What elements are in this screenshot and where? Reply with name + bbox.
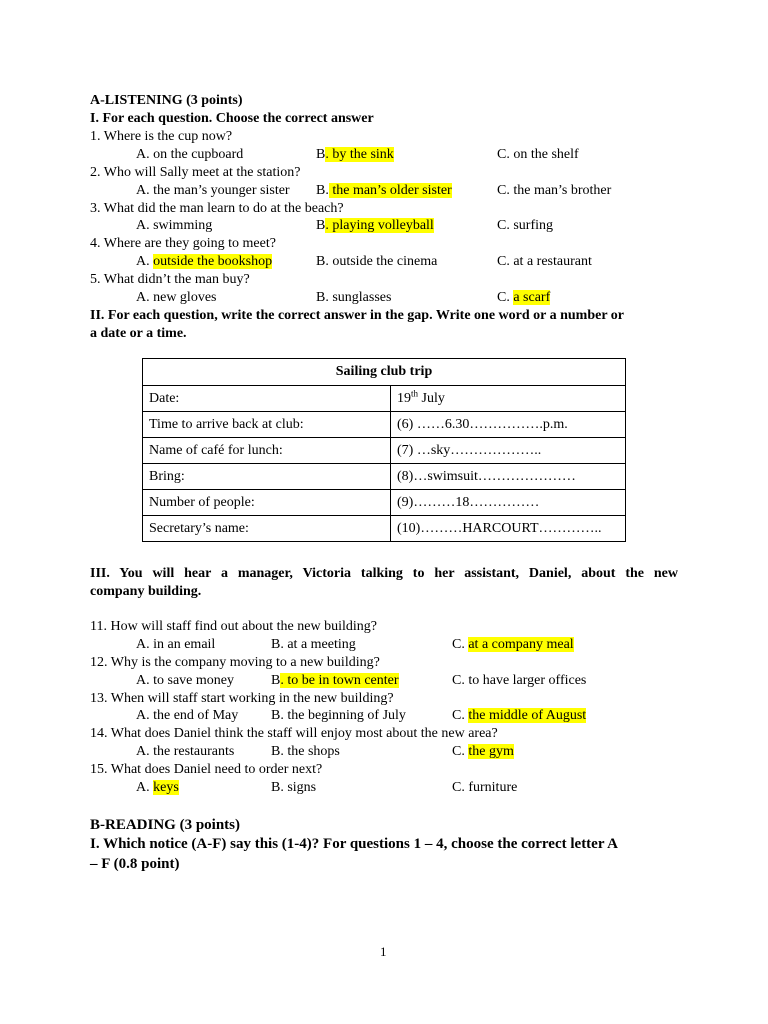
- q13-option-a: A. the end of May: [136, 708, 239, 723]
- q15-option-c: C. furniture: [452, 780, 518, 795]
- answer-highlight: . by the sink: [325, 147, 394, 162]
- q14-option-c: C. the gym: [452, 744, 514, 759]
- part1-title: I. For each question. Choose the correct answer: [90, 111, 374, 126]
- question-5: 5. What didn’t the man buy?: [90, 272, 250, 287]
- answer-highlight: outside the bookshop: [153, 254, 273, 269]
- q2-option-a: A. the man’s younger sister: [136, 183, 290, 198]
- row-label: Bring:: [143, 464, 391, 490]
- question-1: 1. Where is the cup now?: [90, 129, 233, 144]
- page-number: 1: [380, 944, 387, 959]
- q11-option-b: B. at a meeting: [271, 637, 356, 652]
- table-row: [143, 386, 626, 412]
- q5-option-c: C. a scarf: [497, 290, 551, 305]
- answer-highlight: a scarf: [513, 290, 551, 305]
- row-label: Time to arrive back at club:: [143, 412, 391, 438]
- answer-highlight: . playing volleyball: [325, 218, 434, 233]
- q15-option-b: B. signs: [271, 780, 317, 795]
- part3-title-line2: company building.: [90, 584, 202, 599]
- question-2: 2. Who will Sally meet at the station?: [90, 165, 301, 180]
- q15-option-a: A. keys: [136, 780, 179, 795]
- q3-option-c: C. surfing: [497, 218, 553, 233]
- q3-option-b: B. playing volleyball: [316, 218, 434, 233]
- answer-highlight: the gym: [468, 744, 514, 759]
- q12-option-b: B. to be in town center: [271, 673, 399, 688]
- q4-option-a: A. outside the bookshop: [136, 254, 273, 269]
- row-value: (8)…swimsuit…………………: [391, 464, 626, 490]
- q11-option-c: C. at a company meal: [452, 637, 574, 652]
- row-value: 19th July: [391, 386, 626, 412]
- row-label: Name of café for lunch:: [143, 438, 391, 464]
- row-label: Secretary’s name:: [143, 516, 391, 542]
- sailing-trip-table: [142, 358, 626, 542]
- q12-option-a: A. to save money: [136, 673, 234, 688]
- table-row: [143, 490, 626, 516]
- section-b-part1-line2: – F (0.8 point): [90, 856, 180, 872]
- part3-title-line1: III. You will hear a manager, Victoria talking to her assistant, Daniel, about the new: [90, 566, 678, 581]
- question-4: 4. Where are they going to meet?: [90, 236, 276, 251]
- section-b-title: B-READING (3 points): [90, 817, 241, 833]
- q1-option-c: C. on the shelf: [497, 147, 579, 162]
- row-value: (7) …sky………………..: [391, 438, 626, 464]
- q2-option-c: C. the man’s brother: [497, 183, 612, 198]
- question-12: 12. Why is the company moving to a new building?: [90, 655, 380, 670]
- question-13: 13. When will staff start working in the new building?: [90, 691, 394, 706]
- q4-option-b: B. outside the cinema: [316, 254, 438, 269]
- row-value: (9)………18……………: [391, 490, 626, 516]
- q1-option-b: B. by the sink: [316, 147, 394, 162]
- question-15: 15. What does Daniel need to order next?: [90, 762, 323, 777]
- q14-option-b: B. the shops: [271, 744, 340, 759]
- answer-highlight: . to be in town center: [280, 673, 399, 688]
- table-row: [143, 464, 626, 490]
- table-row: [143, 438, 626, 464]
- answer-highlight: the middle of August: [468, 708, 587, 723]
- part2-title-line2: a date or a time.: [90, 326, 187, 341]
- row-value: (6) ……6.30…………….p.m.: [391, 412, 626, 438]
- question-14: 14. What does Daniel think the staff will enjoy most about the new area?: [90, 726, 498, 741]
- answer-highlight: keys: [153, 780, 179, 795]
- q13-option-b: B. the beginning of July: [271, 708, 406, 723]
- q5-option-b: B. sunglasses: [316, 290, 392, 305]
- question-11: 11. How will staff find out about the new building?: [90, 619, 377, 634]
- table-row: [143, 412, 626, 438]
- section-a-title: A-LISTENING (3 points): [90, 93, 243, 108]
- table-row: [143, 516, 626, 542]
- part2-title-line1: II. For each question, write the correct answer in the gap. Write one word or a number or: [90, 308, 625, 323]
- q5-option-a: A. new gloves: [136, 290, 217, 305]
- q4-option-c: C. at a restaurant: [497, 254, 592, 269]
- q12-option-c: C. to have larger offices: [452, 673, 587, 688]
- section-b-part1-line1: I. Which notice (A-F) say this (1-4)? For questions 1 – 4, choose the correct letter A: [90, 836, 618, 852]
- question-3: 3. What did the man learn to do at the beach?: [90, 201, 344, 216]
- row-label: Number of people:: [143, 490, 391, 516]
- q14-option-a: A. the restaurants: [136, 744, 235, 759]
- answer-highlight: at a company meal: [468, 637, 574, 652]
- row-label: Date:: [143, 386, 391, 412]
- q11-option-a: A. in an email: [136, 637, 216, 652]
- row-value: (10)………HARCOURT…………..: [391, 516, 626, 542]
- q3-option-a: A. swimming: [136, 218, 213, 233]
- table-title: Sailing club trip: [143, 359, 626, 386]
- q1-option-a: A. on the cupboard: [136, 147, 244, 162]
- q13-option-c: C. the middle of August: [452, 708, 587, 723]
- answer-highlight: the man’s older sister: [328, 183, 452, 198]
- q2-option-b: B. the man’s older sister: [316, 183, 452, 198]
